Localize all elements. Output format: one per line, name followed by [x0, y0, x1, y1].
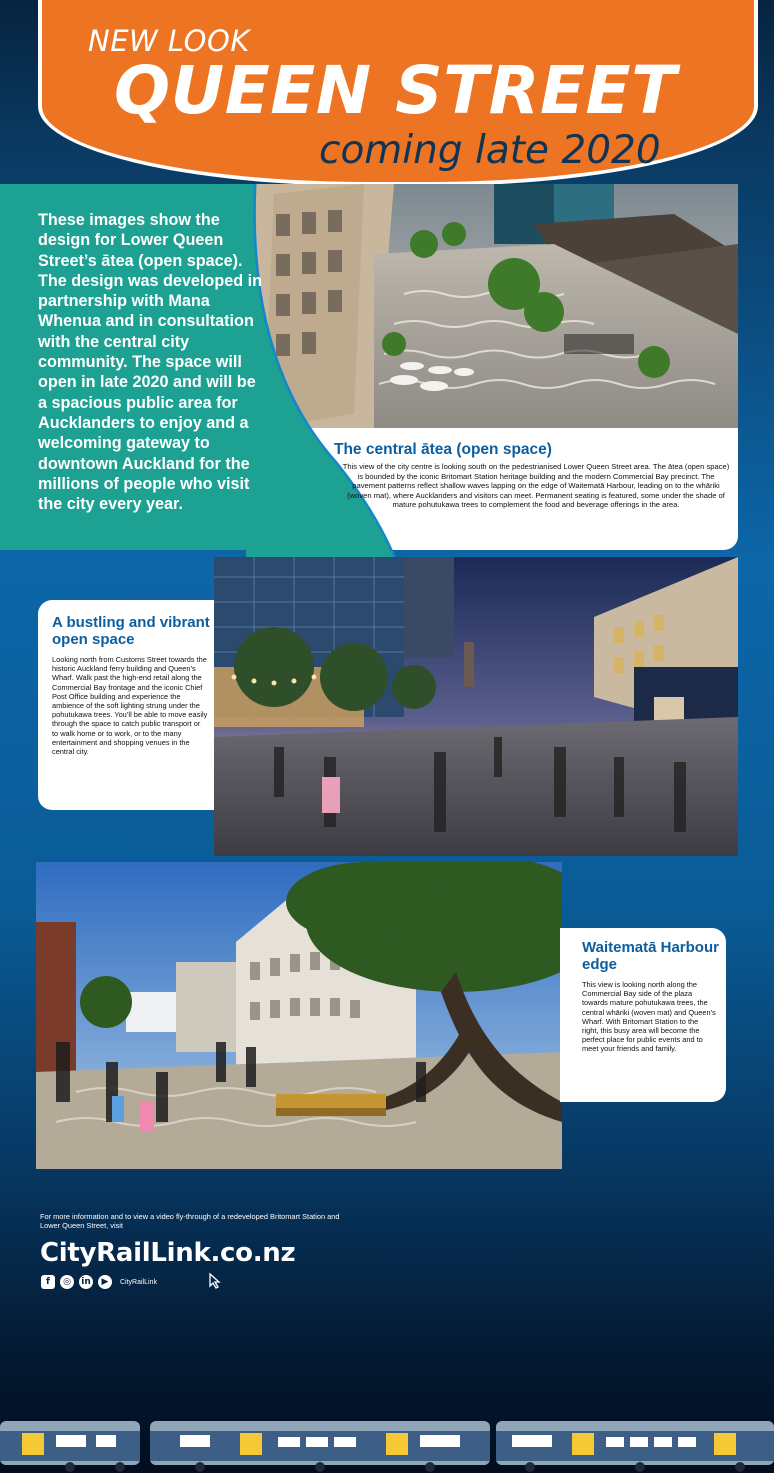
caption-title-bustling: A bustling and vibrant open space	[52, 614, 210, 648]
caption-body-bustling: Looking north from Customs Street towards the historic Auckland ferry building and Queen’s Wharf. Walk past the high-end retail along the Commercial Bay frontage and the iconic Chief Post Office building and experience the ambience of the soft lighting strung under the pohutukawa trees. You’ll be able to move easily through the space to catch public transport or to walk home or to work, or to the many entertainment and shopping venues in the central city.	[52, 655, 208, 757]
caption-title-central-atea: The central ātea (open space)	[334, 441, 552, 458]
caption-title-harbour-edge: Waitematā Harbour edge	[582, 939, 719, 973]
train-illustration	[0, 1413, 774, 1473]
intro-text: These images show the design for Lower Queen Street’s ātea (open space). The design was developed in partnership with Mana Whenua and in consultation with the central city community. The space will open in late 2020 and will be a spacious public area for Aucklanders to enjoy and a welcoming gateway to downtown Auckland for the millions of people who visit the city every year.	[38, 211, 262, 514]
render-harbour-edge	[36, 862, 562, 1169]
instagram-icon[interactable]: ◎	[60, 1275, 74, 1289]
banner-subtitle: coming late 2020	[319, 128, 661, 173]
more-info-text: For more information and to view a video fly-through of a redeveloped Britomart Station and Lower Queen Street, visit	[40, 1212, 340, 1231]
youtube-icon[interactable]: ▶	[98, 1275, 112, 1289]
website-link[interactable]: CityRailLink.co.nz	[40, 1238, 296, 1268]
mouse-cursor-icon	[208, 1272, 226, 1290]
caption-body-central-atea: This view of the city centre is looking south on the pedestrianised Lower Queen Street area. The ātea (open space) is bounded by the iconic Britomart Station heritage building and the modern Commercial Bay precinct. The pavement patterns reflect shallow waves lapping on the edge of Waitematā Harbour, leading on to the whāriki (woven mat), where Aucklanders and visitors can meet. Permanent seating is featured, some under the shade of mature pohutukawa trees to complement the food and beverage offerings in the area.	[342, 462, 730, 510]
linkedin-icon[interactable]: in	[79, 1275, 93, 1289]
social-links	[41, 1275, 157, 1289]
facebook-icon[interactable]: f	[41, 1275, 55, 1289]
banner-title: QUEEN STREET	[114, 52, 677, 129]
caption-body-harbour-edge: This view is looking north along the Commercial Bay side of the plaza towards mature pohutukawa trees, the central whāriki (woven mat) and Queen’s Wharf. With Britomart Station to the right, this busy area will become the perfect place for public events and to meet your friends and family.	[582, 980, 716, 1054]
render-night-plaza	[214, 557, 738, 856]
social-handle: CityRailLink	[120, 1278, 157, 1286]
banner-eyebrow: NEW LOOK	[88, 24, 250, 58]
